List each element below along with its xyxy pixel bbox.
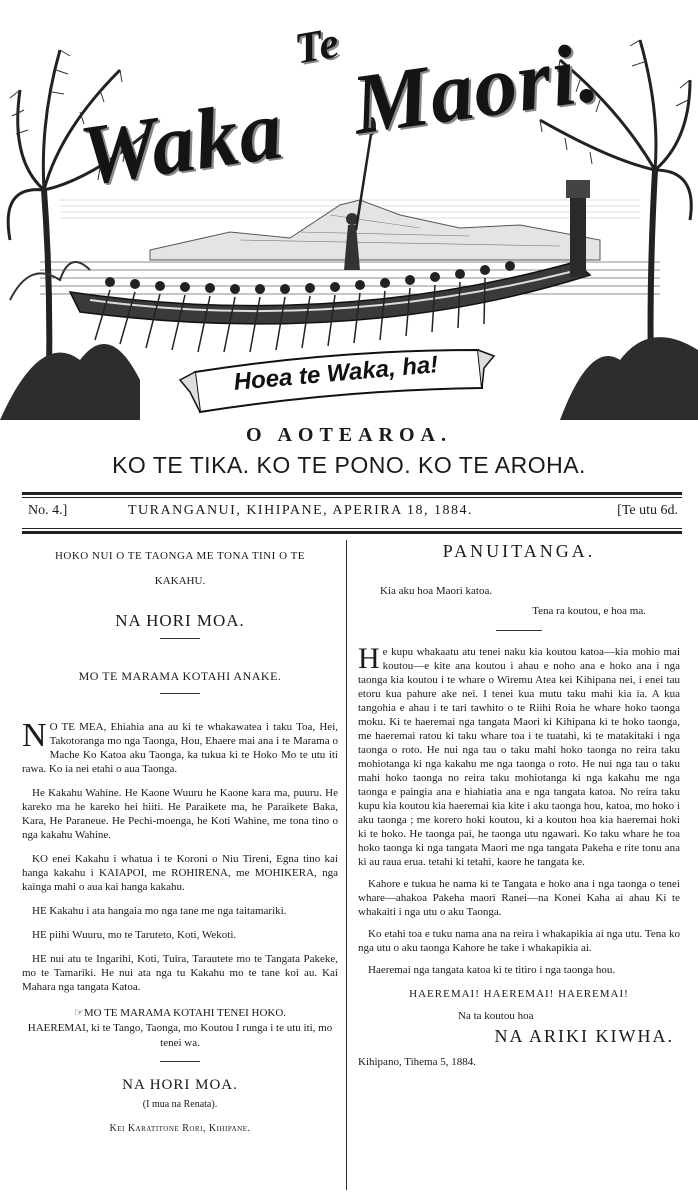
dateline-place-date: TURANGANUI, KIHIPANE, APERIRA 18, 1884. bbox=[128, 503, 473, 518]
region-heading: O AOTEAROA. bbox=[245, 424, 453, 446]
ad-signature: NA HORI MOA. bbox=[122, 1077, 238, 1093]
ad-paragraph: HE Kakahu i ata hangaia mo nga tane me nga taitamariki. bbox=[32, 905, 287, 917]
notice-signature: NA ARIKI KIWHA. bbox=[494, 1026, 674, 1046]
ad-heading-line2: KAKAHU. bbox=[154, 575, 206, 587]
notice-paragraph: Ko etahi toa e tuku nama ana na reira i whakapikia ai nga utu. Tena ko nga utu o aku taonga Kahore he take i whakapikia ai. bbox=[358, 928, 680, 954]
ad-paragraph bbox=[22, 717, 338, 776]
ad-paragraph: HE piihi Wuuru, mo te Taruteto, Koti, Wekoti. bbox=[32, 929, 237, 941]
short-rule bbox=[496, 630, 542, 631]
mountain-range bbox=[150, 200, 600, 260]
ad-heading-line1: HOKO NUI O TE TAONGA ME TONA TINI O TE bbox=[54, 550, 306, 562]
ad-paragraph: KO enei Kakahu i whatua i te Koroni o Niu Tireni, Egna tino kai hanga kakahu i KAIAPOI, me ROHIRENA, me MOHIKERA, nga kainga mahi o aua kai hanga kakahu. bbox=[22, 853, 338, 893]
ad-notice-line2: HAEREMAI, ki te Tango, Taonga, mo Koutou I runga i te utu iti, mo tenei wa. bbox=[27, 1022, 333, 1049]
ad-paragraph: He Kakahu Wahine. He Kaone Wuuru he Kaone kara ma, puuru. He kareko ma he kareko hei hiiti. He Paraikete ma, he Paraikete Baka, Kara, He Paraneue. He Pechi-moenga, he Koti Wahine, me tona tino o nga kakahu Wahine. bbox=[22, 787, 338, 841]
ad-merchant-name: NA HORI MOA. bbox=[115, 611, 245, 630]
masthead-title-waka: Waka bbox=[74, 80, 289, 204]
column-divider bbox=[346, 540, 347, 1190]
short-rule bbox=[160, 638, 200, 639]
notice-date: Kihipano, Tihema 5, 1884. bbox=[358, 1056, 476, 1068]
drop-cap: N bbox=[22, 717, 47, 754]
ad-notice bbox=[22, 1006, 338, 1051]
ad-address: Kei Karatitone Rori, Kihipane. bbox=[109, 1123, 251, 1134]
notice-paragraph: Haeremai nga tangata katoa ki te titiro i nga taonga hou. bbox=[368, 964, 616, 976]
ad-notice-line1: ☞MO TE MARAMA KOTAHI TENEI HOKO. bbox=[73, 1007, 287, 1019]
notice-welcome: HAEREMAI! HAEREMAI! HAEREMAI! bbox=[409, 988, 629, 1000]
ad-paragraph-text: O TE MEA, Ehiahia ana au ki te whakawatea i taku Toa, Hei, Takotoranga mo nga Taonga, Hou, Ehaere mai ana i te Marama o Mache Ko Katoa aku Taonga, ka tukua ki te Hoko Mo te utu iti rawa. Ko ia nei etahi o aua Taonga. bbox=[22, 721, 338, 775]
ad-signature-sub: (I mua na Renata). bbox=[142, 1099, 218, 1110]
short-rule bbox=[160, 693, 200, 694]
issue-number: No. 4.] bbox=[28, 503, 68, 518]
notice-paragraph-text: e kupu whakaatu atu tenei naku kia koutou katoa—kia mohio mai koutou—e kite ana koutou i ahau e noho ana e hoko ana i nga taonga kia koutou i te whare o Wiremu Atea kei Kihipana nei, i enei tau etoru kua pahure ake nei. I tenei kua mutu taku mahi kia ia. A kua tangohia e ahau i te tari tawhito o te Riihi Roia he whare hoko taonga moku. Ki te haeremai nga tangata Maori ki Kihipana ki te hoko taonga, me haeremai ratou ki taku whare toa i te tuatahi, ki te matakitaki i nga taonga o roto. He nui nga tau o taku mahi hoko taonga no reira taku mohiotanga ki nga kakahu me nga taonga o roto. He nui nga tau o taku mahi hoko taonga no reira taku mohiotanga ki nga kakahu me nga taonga e paingia ana e hiahiatia ana e nga tangata katoa. No reira taku kupu kia koutou kia haeremai kia kite i aku taonga hou, katoa, mo hoko i aku taonga ; me korero hoki koutou, ki a koutou hoa kia haeremai hoki ki te hoko. He taonga pai, he taonga utu ngawari. Ko taku whare he toa hoko taonga ki nga tangata Maori me nga tangata Pakeha e rite tonu ana ki au raua erua. tetahi ki tetahi, kaore he tangata ke. bbox=[358, 646, 680, 868]
ad-paragraph: HE nui atu te Ingarihi, Koti, Tuira, Tarautete mo te Tangata Pakeke, mo te Tamariki. He nui ata nga tu Kakahu mo te tane koi au. Kai Mahara nga tangata Katoa. bbox=[22, 953, 338, 993]
left-column-advertisement bbox=[22, 548, 338, 1136]
masthead-title-te: Te bbox=[291, 17, 344, 74]
dateline-rule-thin bbox=[22, 528, 682, 529]
short-rule bbox=[160, 1061, 200, 1062]
notice-from: Na ta koutou hoa bbox=[458, 1010, 534, 1022]
issue-price: [Te utu 6d. bbox=[617, 503, 678, 518]
notice-heading: PANUITANGA. bbox=[442, 541, 596, 561]
carved-prow bbox=[570, 195, 586, 277]
notice-greeting: Kia aku hoa Maori katoa. bbox=[380, 585, 493, 597]
notice-greeting-reply: Tena ra koutou, e hoa ma. bbox=[532, 605, 646, 617]
notice-paragraph bbox=[358, 642, 680, 869]
motto-banner-text: Hoea te Waka, ha! bbox=[232, 351, 440, 396]
ad-month-line: MO TE MARAMA KOTAHI ANAKE. bbox=[78, 669, 282, 683]
header-rule-thin bbox=[22, 497, 682, 498]
waka-canoe bbox=[70, 262, 590, 324]
right-column-notice bbox=[358, 541, 680, 1069]
header-rule-thick bbox=[22, 492, 682, 495]
masthead-title-maori: Maori. bbox=[346, 23, 605, 153]
tagline: KO TE TIKA. KO TE PONO. KO TE AROHA. bbox=[112, 452, 586, 478]
masthead bbox=[0, 0, 698, 420]
dateline-rule-thick bbox=[22, 531, 682, 534]
drop-cap: H bbox=[358, 642, 380, 675]
notice-paragraph: Kahore e tukua he nama ki te Tangata e hoko ana i nga taonga o tenei whare—ahakoa Pakeha maori Ranei—na Konei Kaha ai ahau Ki te whakaiti i nga utu o aku Taonga. bbox=[358, 878, 680, 918]
